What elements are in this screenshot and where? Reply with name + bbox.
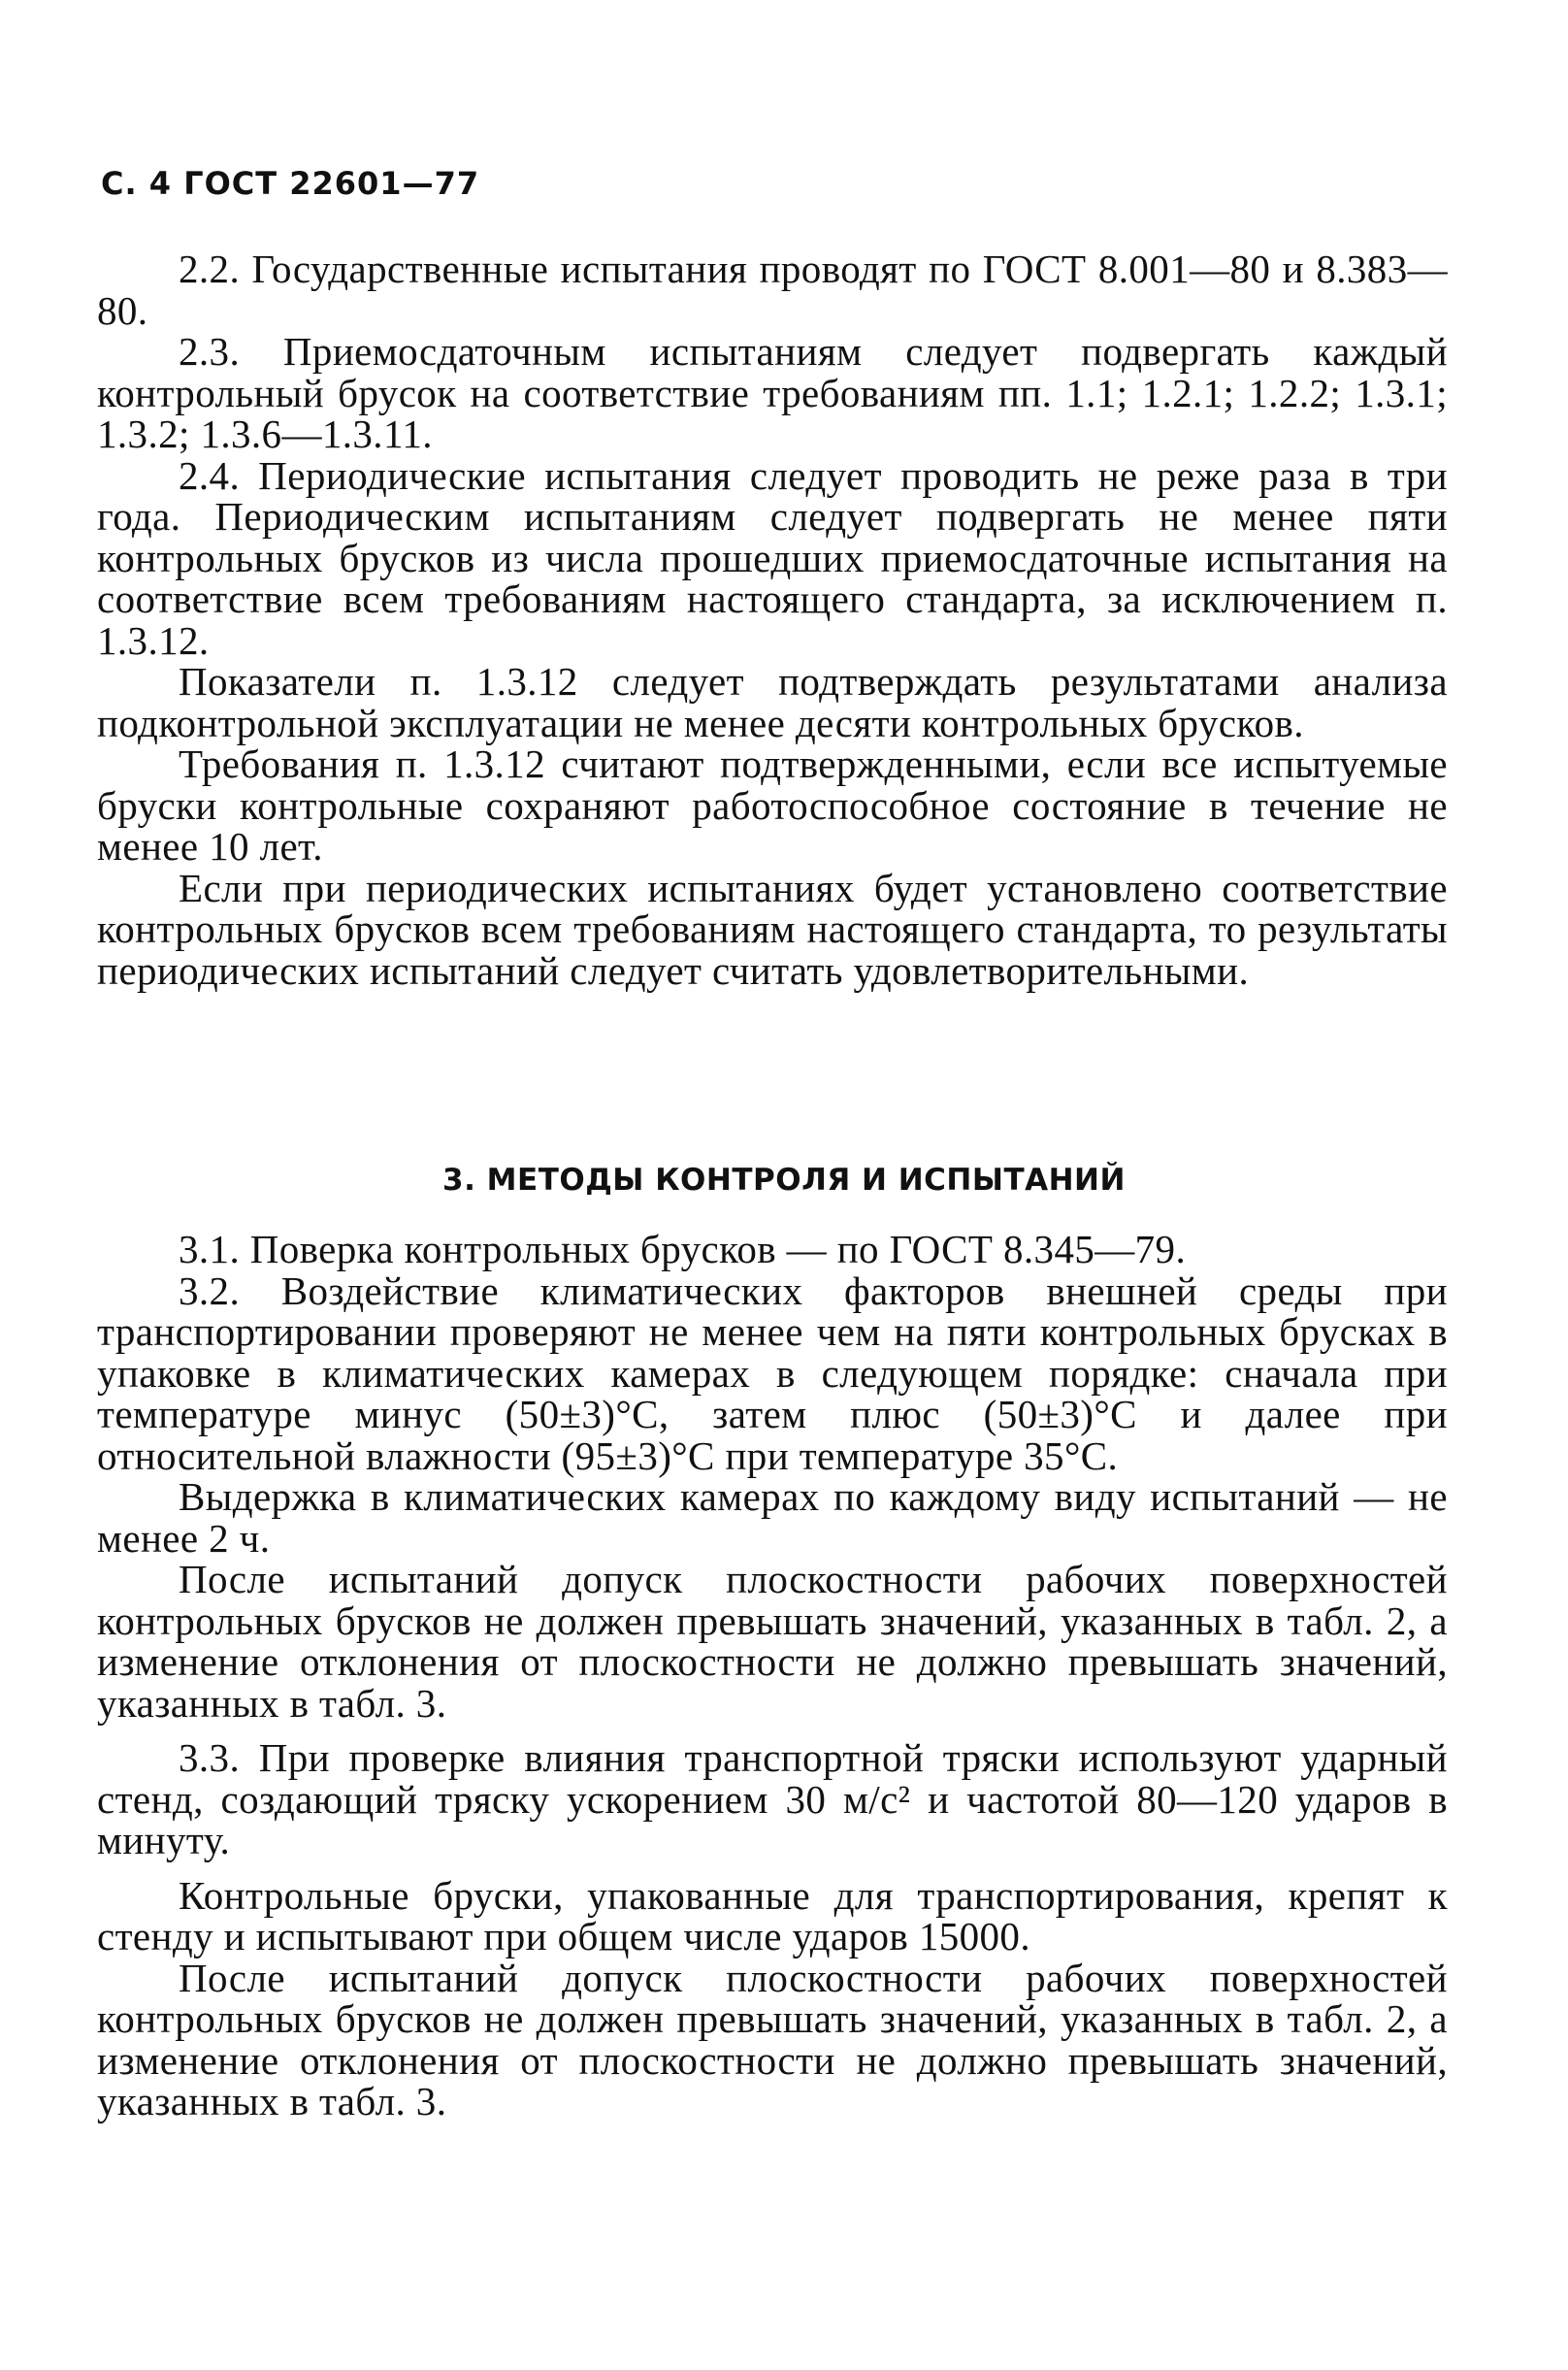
paragraph-2-4: 2.4. Периодические испытания следует проводить не реже раза в три года. Периодическим испытаниям следует подвергать не менее пяти контрольных брусков из числа прошедших приемосдаточные испытания на соответствие всем требованиям настоящего стандарта, за исключением п. 1.3.12. <box>97 452 1448 663</box>
paragraph-requirements: Требования п. 1.3.12 считают подтвержденными, если все испытуемые бруски контрольные сохраняют работоспособное состояние в течение не менее 10 лет. <box>97 741 1448 869</box>
paragraph-2-2: 2.2. Государственные испытания проводят по ГОСТ 8.001—80 и 8.383—80. <box>97 247 1448 333</box>
paragraph-3-1: 3.1. Поверка контрольных брусков — по ГОСТ 8.345—79. <box>179 1227 1187 1271</box>
section-heading: 3. МЕТОДЫ КОНТРОЛЯ И ИСПЫТАНИЙ <box>442 1163 1126 1198</box>
paragraph-periodic-result: Если при периодических испытаниях будет установлено соответствие контрольных брусков всем требованиям настоящего стандарта, то результаты периодических испытаний следует считать удовлетворительными. <box>97 865 1448 993</box>
body-text-bottom <box>97 1229 1448 2123</box>
paragraph-after-climate-tests: После испытаний допуск плоскостности рабочих поверхностей контрольных брусков не должен превышать значений, указанных в табл. 2, а изменение отклонения от плоскостности не должно превышать значений, указанных в табл. 3. <box>97 1557 1448 1726</box>
page-header: С. 4 ГОСТ 22601—77 <box>101 165 480 202</box>
paragraph-indicators: Показатели п. 1.3.12 следует подтверждать результатами анализа подконтрольной эксплуатации не менее десяти контрольных брусков. <box>97 659 1448 745</box>
paragraph-exposure: Выдержка в климатических камерах по каждому виду испытаний — не менее 2 ч. <box>97 1474 1448 1561</box>
paragraph-3-2: 3.2. Воздействие климатических факторов внешней среды при транспортировании проверяют не менее чем на пяти контрольных брусках в упаковке в климатических камерах в следующем порядке: сначала при температуре минус (50±3)°С, затем плюс (50±3)°С и далее при относительной влажности (95±3)°С при температуре 35°С. <box>97 1267 1448 1478</box>
paragraph-3-3: 3.3. При проверке влияния транспортной тряски используют ударный стенд, создающий тряску ускорением 30 м/с² и частотой 80—120 ударов в минуту. <box>97 1735 1448 1862</box>
paragraph-after-shake-tests: После испытаний допуск плоскостности рабочих поверхностей контрольных брусков не должен превышать значений, указанных в табл. 2, а изменение отклонения от плоскостности не должно превышать значений, указанных в табл. 3. <box>97 1955 1448 2123</box>
paragraph-2-3: 2.3. Приемосдаточным испытаниям следует подвергать каждый контрольный брусок на соответствие требованиям пп. 1.1; 1.2.1; 1.2.2; 1.3.1; 1.3.2; 1.3.6—1.3.11. <box>97 329 1448 456</box>
paragraph-mounting: Контрольные бруски, упакованные для транспортирования, крепят к стенду и испытывают при общем числе ударов 15000. <box>97 1872 1448 1959</box>
body-text-top <box>97 248 1448 991</box>
